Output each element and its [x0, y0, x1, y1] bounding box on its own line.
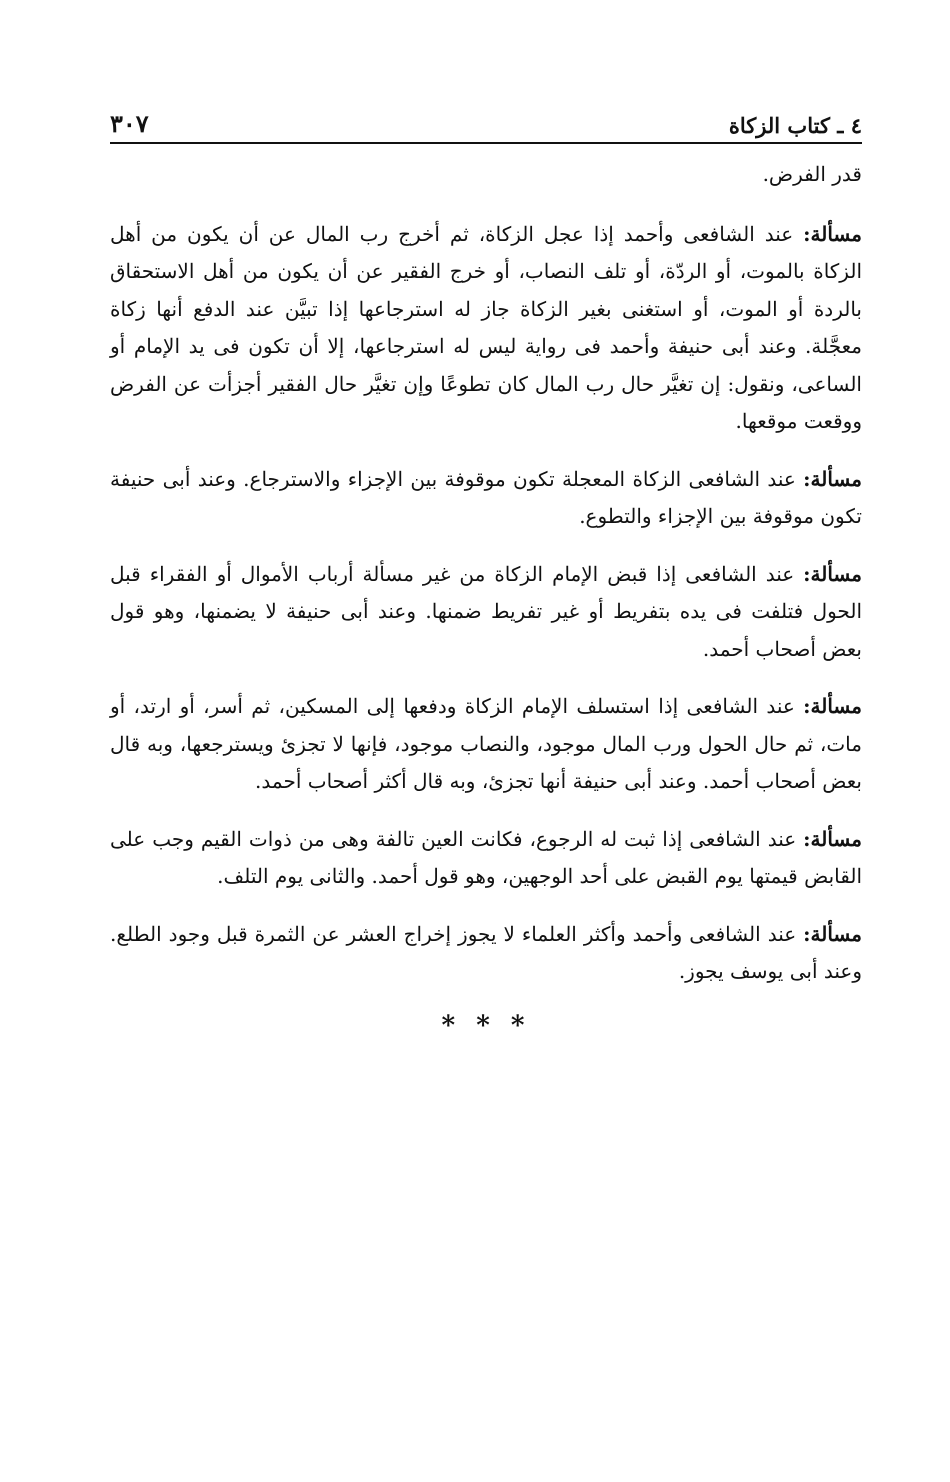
masala-label: مسألة: — [803, 921, 862, 946]
paragraph-text: عند الشافعى إذا ثبت له الرجوع، فكانت العين تالفة وهى من ذوات القيم وجب على القابض قيمتها يوم القبض على أحد الوجهين، وهو قول أحمد. والثانى يوم التلف. — [110, 826, 862, 888]
paragraph-text: عند الشافعى الزكاة المعجلة تكون موقوفة بين الإجزاء والاسترجاع. وعند أبى حنيفة تكون موقوفة بين الإجزاء والتطوع. — [110, 466, 862, 528]
masala-label: مسألة: — [803, 561, 862, 586]
section-separator: * * * — [441, 1010, 531, 1041]
paragraph-text: عند الشافعى إذا قبض الإمام الزكاة من غير مسألة أرباب الأموال أو الفقراء قبل الحول فتلفت فى يده بتفريط أو غير تفريط ضمنها. وعند أبى حنيفة لا يضمنها، وهو قول بعض أصحاب أحمد. — [110, 561, 862, 661]
paragraph-masala — [110, 688, 862, 801]
masala-label: مسألة: — [803, 466, 862, 491]
paragraph-masala — [110, 556, 862, 669]
paragraph-masala — [110, 916, 862, 991]
paragraph-masala — [110, 461, 862, 536]
masala-label: مسألة: — [803, 694, 862, 718]
paragraph-text: عند الشافعى وأحمد إذا عجل الزكاة، ثم أخرج رب المال عن أن يكون من أهل الزكاة بالموت، أو الردّة، أو تلف النصاب، أو خرج الفقير عن أن يكون من أهل الاستحقاق بالردة أو الموت، أو استغنى بغير الزكاة جاز له استرجاعها إذا تبيَّن عند الدفع أنها زكاة معجَّلة. وعند أبى حنيفة وأحمد فى رواية ليس له استرجاعها، إلا أن تكون فى يد الإمام أو الساعى، ونقول: إن تغيَّر حال رب المال كان تطوعًا وإن تغيَّر حال الفقير أجزأت عن الفرض ووقعت موقعها. — [110, 221, 862, 433]
body-text — [110, 156, 862, 1041]
paragraph-text: عند الشافعى إذا استسلف الإمام الزكاة ودفعها إلى المسكين، ثم أسر، أو ارتد، أو مات، ثم حال الحول ورب المال موجود، والنصاب موجود، فإنها لا تجزئ ويسترجعها، وبه قال بعض أصحاب أحمد. وعند أبى حنيفة أنها تجزئ، وبه قال أكثر أصحاب أحمد. — [110, 694, 862, 793]
paragraph-text: عند الشافعى وأحمد وأكثر العلماء لا يجوز إخراج العشر عن الثمرة قبل وجود الطلع. وعند أبى يوسف يجوز. — [110, 921, 862, 983]
page-header — [110, 98, 862, 144]
masala-label: مسألة: — [803, 826, 862, 851]
book-page — [110, 98, 862, 1041]
running-head: ٤ ـ كتاب الزكاة — [728, 113, 862, 138]
paragraph-masala — [110, 216, 862, 441]
masala-label: مسألة: — [803, 221, 862, 246]
paragraph-text: قدر الفرض. — [762, 162, 862, 186]
paragraph-continuation — [110, 156, 862, 194]
page-number: ٣٠٧ — [110, 109, 149, 138]
paragraph-masala — [110, 821, 862, 896]
